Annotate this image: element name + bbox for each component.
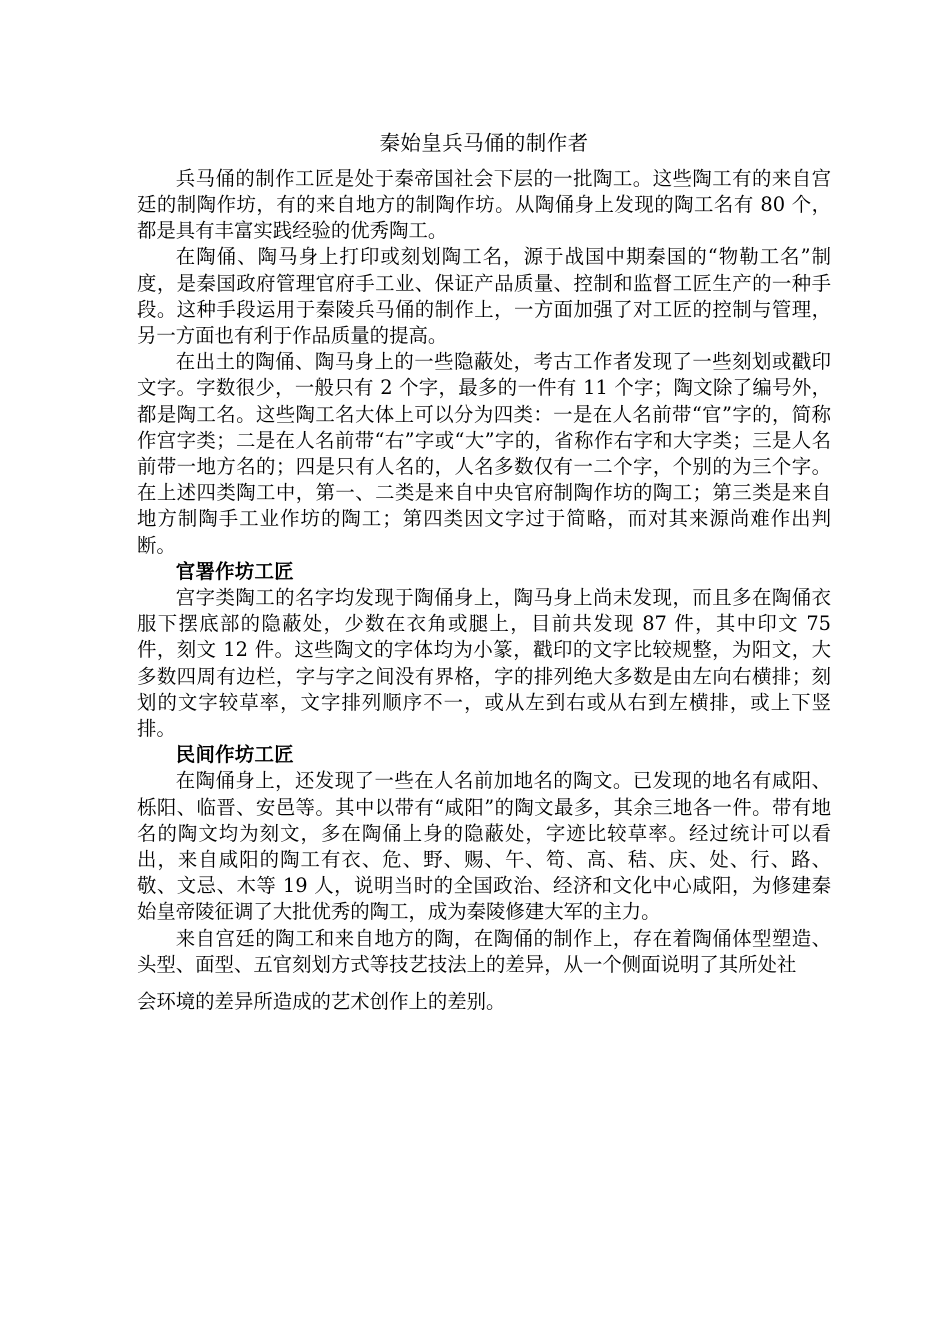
paragraph-intro: 兵马俑的制作工匠是处于秦帝国社会下层的一批陶工。这些陶工有的来自宫廷的制陶作坊，有的来自地方的制陶作坊。从陶俑身上发现的陶工名有 80 个，都是具有丰富实践经验的优秀陶工。 xyxy=(137,166,831,243)
page-title: 秦始皇兵马俑的制作者 xyxy=(379,131,589,155)
paragraph-four-categories: 在出土的陶俑、陶马身上的一些隐蔽处，考古工作者发现了一些刻划或戳印文字。字数很少，一般只有 2 个字，最多的一件有 11 个字；陶文除了编号外，都是陶工名。这些陶工名大体上可以分为四类：一是在人名前带“官”字的，简称作宫字类；二是在人名前带“右”字或“大”字的，省称作右字和大字类；三是人名前带一地方名的；四是只有人名的，人名多数仅有一二个字，个别的为三个字。在上述四类陶工中，第一、二类是来自中央官府制陶作坊的陶工；第三类是来自地方制陶手工业作坊的陶工；第四类因文字过于简略，而对其来源尚难作出判断。 xyxy=(137,350,831,557)
document-body xyxy=(137,128,831,1015)
paragraph-government-workshop: 宫字类陶工的名字均发现于陶俑身上，陶马身上尚未发现，而且多在陶俑衣服下摆底部的隐蔽处，少数在衣角或腿上，目前共发现 87 件，其中印文 75 件，刻文 12 件。这些陶文的字体均为小篆，戳印的文字比较规整，为阳文，大多数四周有边栏，字与字之间没有界格，字的排列绝大多数是由左向右横排；刻划的文字较草率，文字排列顺序不一，或从左到右或从右到左横排，或上下竖排。 xyxy=(137,586,831,741)
heading-government-workshop: 官署作坊工匠 xyxy=(175,559,294,583)
paragraph-wulegongming: 在陶俑、陶马身上打印或刻划陶工名，源于战国中期秦国的“物勒工名”制度，是秦国政府管理官府手工业、保证产品质量、控制和监督工匠生产的一种手段。这种手段运用于秦陵兵马俑的制作上，一方面加强了对工匠的控制与管理，另一方面也有利于作品质量的提高。 xyxy=(137,245,831,347)
paragraph-conclusion-a: 来自宫廷的陶工和来自地方的陶，在陶俑的制作上，存在着陶俑体型塑造、头型、面型、五官刻划方式等技艺技法上的差异，从一个侧面说明了其所处社 xyxy=(137,926,831,976)
paragraph-conclusion-b: 会环境的差异所造成的艺术创作上的差别。 xyxy=(137,990,506,1014)
paragraph-folk-workshop: 在陶俑身上，还发现了一些在人名前加地名的陶文。已发现的地名有咸阳、栎阳、临晋、安邑等。其中以带有“咸阳”的陶文最多，其余三地各一件。带有地名的陶文均为刻文，多在陶俑上身的隐蔽处，字迹比较草率。经过统计可以看出，来自咸阳的陶工有衣、危、野、赐、午、笱、高、秸、庆、处、行、路、敬、文忌、木等 19 人，说明当时的全国政治、经济和文化中心咸阳，为修建秦始皇帝陵征调了大批优秀的陶工，成为秦陵修建大军的主力。 xyxy=(137,769,831,924)
heading-folk-workshop: 民间作坊工匠 xyxy=(175,743,294,767)
